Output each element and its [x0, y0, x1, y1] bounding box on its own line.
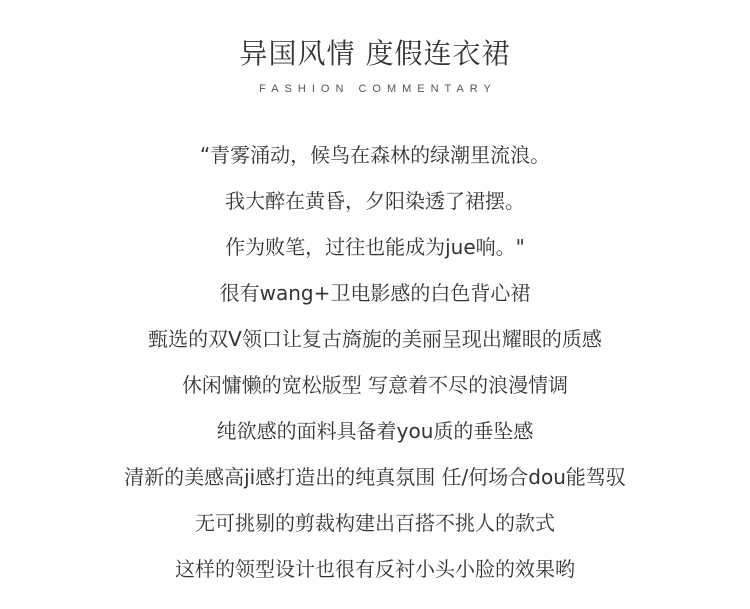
page-title: 异国风情 度假连衣裙 [239, 37, 511, 70]
copy-line-4: 很有wang+卫电影感的白色背心裙 [219, 281, 531, 305]
copy-line-6: 休闲慵懒的宽松版型 写意着不尽的浪漫情调 [181, 373, 569, 397]
copy-line-1: “青雾涌动，候鸟在森林的绿潮里流浪。 [199, 143, 551, 167]
page-subtitle: FASHION COMMENTARY [259, 83, 497, 95]
copy-line-9: 无可挑剔的剪裁构建出百搭不挑人的款式 [195, 511, 555, 535]
copy-line-2: 我大醉在黄昏，夕阳染透了裙摆。 [225, 189, 525, 213]
description-copy [0, 132, 750, 592]
copy-line-5: 甄选的双V领口让复古旖旎的美丽呈现出耀眼的质感 [148, 327, 602, 351]
header [0, 34, 750, 96]
copy-line-8: 清新的美感高ji感打造出的纯真氛围 任/何场合dou能驾驭 [124, 465, 626, 489]
copy-line-3: 作为败笔，过往也能成为jue响。" [225, 235, 525, 259]
copy-line-7: 纯欲感的面料具备着you质的垂坠感 [216, 419, 534, 443]
copy-line-10: 这样的领型设计也很有反衬小头小脸的效果哟 [175, 557, 575, 581]
